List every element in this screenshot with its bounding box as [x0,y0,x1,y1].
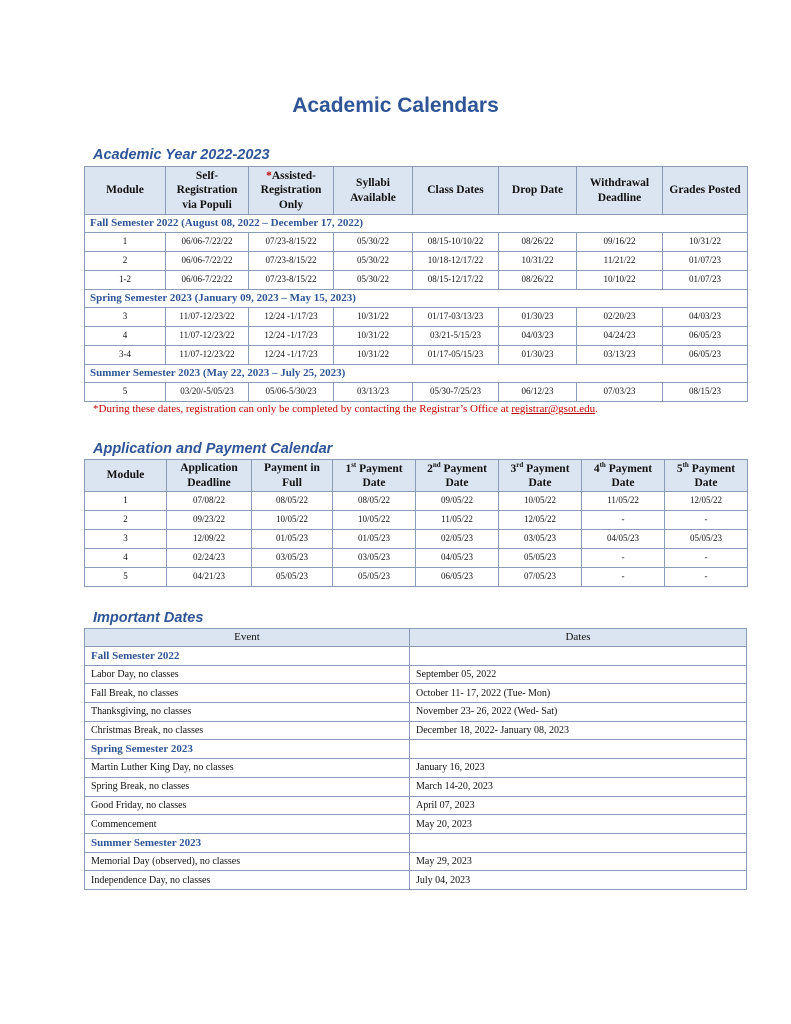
table-cell: 05/05/23 [333,568,416,587]
table-cell: 09/23/22 [167,511,252,530]
table-cell: 08/15-10/10/22 [413,233,499,252]
event-date: December 18, 2022- January 08, 2023 [410,721,747,740]
pay-col-full: Payment in Full [252,460,333,492]
table-cell: 05/05/23 [252,568,333,587]
table-cell: 3 [85,308,166,327]
table-cell: 04/21/23 [167,568,252,587]
table-cell: 08/15-12/17/22 [413,271,499,290]
table-cell: - [582,549,665,568]
col-header-event: Event [85,629,410,647]
semester-row [85,647,747,666]
table-cell: 06/05/23 [416,568,499,587]
registration-note: *During these dates, registration can only be completed by contacting the Registrar’s Office at registrar@gsot.edu. [93,403,598,415]
list-item [85,759,747,778]
table-cell: 3-4 [85,346,166,365]
table-cell: 02/05/23 [416,530,499,549]
table-cell: 08/05/22 [252,492,333,511]
table-cell: 10/10/22 [577,271,663,290]
table-cell: 01/30/23 [499,346,577,365]
table-cell: 10/31/22 [499,252,577,271]
table-cell: 10/18-12/17/22 [413,252,499,271]
table-cell: 11/07-12/23/22 [166,327,249,346]
event-date: October 11- 17, 2022 (Tue- Mon) [410,684,747,703]
col-header-grades: Grades Posted [663,167,748,215]
table-cell: 08/26/22 [499,271,577,290]
table-cell: 1 [85,233,166,252]
semester-row [85,833,747,852]
event-date: March 14-20, 2023 [410,777,747,796]
table-cell: 03/21-5/15/23 [413,327,499,346]
col-header-dates: Dates [410,629,747,647]
table-cell: 05/30/22 [334,271,413,290]
event-date: July 04, 2023 [410,871,747,890]
table-cell: 07/08/22 [167,492,252,511]
table-cell: 05/30/22 [334,252,413,271]
table-row [85,327,748,346]
table-cell: 03/20/-5/05/23 [166,383,249,402]
table-cell: 11/05/22 [416,511,499,530]
academic-year-table [84,166,748,402]
table-cell: 04/03/23 [663,308,748,327]
table-row [85,233,748,252]
table-cell: 2 [85,511,167,530]
table-cell: 12/09/22 [167,530,252,549]
table-cell: 05/06-5/30/23 [249,383,334,402]
semester-label: Fall Semester 2022 [85,647,410,666]
table-cell: - [665,568,748,587]
semester-row [85,365,748,383]
academic-year-heading: Academic Year 2022-2023 [93,147,270,163]
pay-col-5th: 5th Payment Date [665,460,748,492]
table-cell: 01/07/23 [663,252,748,271]
table-cell: 07/05/23 [499,568,582,587]
table-cell: 01/07/23 [663,271,748,290]
pay-col-application: Application Deadline [167,460,252,492]
event-date: September 05, 2022 [410,665,747,684]
table-cell: 10/31/22 [334,346,413,365]
list-item [85,852,747,871]
table-cell: 04/05/23 [582,530,665,549]
table-cell: 04/03/23 [499,327,577,346]
col-header-class-dates: Class Dates [413,167,499,215]
list-item [85,721,747,740]
event-name: Good Friday, no classes [85,796,410,815]
table-cell: 10/05/22 [252,511,333,530]
payment-calendar-heading: Application and Payment Calendar [93,441,333,457]
table-cell: 06/06-7/22/22 [166,271,249,290]
table-cell: 03/05/23 [333,549,416,568]
table-cell: - [665,511,748,530]
pay-col-4th: 4th Payment Date [582,460,665,492]
semester-label: Spring Semester 2023 (January 09, 2023 – May 15, 2023) [85,290,748,308]
event-date: November 23- 26, 2022 (Wed- Sat) [410,703,747,722]
event-date: January 16, 2023 [410,759,747,778]
semester-row [85,290,748,308]
table-row [85,252,748,271]
col-header-withdrawal: Withdrawal Deadline [577,167,663,215]
table-cell: 02/24/23 [167,549,252,568]
table-cell: 12/05/22 [499,511,582,530]
table-row [85,271,748,290]
table-cell: 01/05/23 [333,530,416,549]
table-cell: 09/16/22 [577,233,663,252]
pay-col-2nd: 2nd Payment Date [416,460,499,492]
table-cell: 06/12/23 [499,383,577,402]
empty-cell [410,647,747,666]
table-cell: 05/30/22 [334,233,413,252]
table-cell: 08/15/23 [663,383,748,402]
table-cell: - [582,511,665,530]
event-date: May 20, 2023 [410,815,747,834]
table-row [85,383,748,402]
table-cell: 4 [85,327,166,346]
table-cell: 12/24 -1/17/23 [249,308,334,327]
table-cell: 10/31/22 [663,233,748,252]
event-name: Independence Day, no classes [85,871,410,890]
table-row [85,492,748,511]
table-cell: 01/05/23 [252,530,333,549]
event-name: Martin Luther King Day, no classes [85,759,410,778]
table-cell: 1 [85,492,167,511]
table-row [85,308,748,327]
table-cell: 11/05/22 [582,492,665,511]
table-cell: 07/23-8/15/22 [249,233,334,252]
registrar-email-link[interactable]: registrar@gsot.edu [511,403,596,415]
table-cell: 2 [85,252,166,271]
table-row [85,530,748,549]
important-dates-table [84,628,747,890]
table-cell: 06/05/23 [663,327,748,346]
event-name: Thanksgiving, no classes [85,703,410,722]
pay-col-1st: 1st Payment Date [333,460,416,492]
table-cell: 11/07-12/23/22 [166,346,249,365]
table-cell: 01/30/23 [499,308,577,327]
table-cell: 12/05/22 [665,492,748,511]
semester-label: Summer Semester 2023 [85,833,410,852]
pay-col-3rd: 3rd Payment Date [499,460,582,492]
event-date: May 29, 2023 [410,852,747,871]
event-name: Memorial Day (observed), no classes [85,852,410,871]
table-cell: 08/26/22 [499,233,577,252]
table-cell: 06/05/23 [663,346,748,365]
table-cell: 03/05/23 [252,549,333,568]
table-cell: 10/31/22 [334,327,413,346]
list-item [85,871,747,890]
list-item [85,815,747,834]
table-cell: 09/05/22 [416,492,499,511]
table-cell: 07/23-8/15/22 [249,271,334,290]
table-cell: 10/05/22 [333,511,416,530]
table-cell: 4 [85,549,167,568]
table-cell: 12/24 -1/17/23 [249,327,334,346]
table-cell: 10/05/22 [499,492,582,511]
table-cell: 01/17-03/13/23 [413,308,499,327]
col-header-module: Module [85,167,166,215]
table-cell: 06/06-7/22/22 [166,233,249,252]
table-cell: 3 [85,530,167,549]
table-cell: 08/05/22 [333,492,416,511]
table-cell: 03/05/23 [499,530,582,549]
list-item [85,703,747,722]
table-cell: 10/31/22 [334,308,413,327]
table-cell: 02/20/23 [577,308,663,327]
table-cell: 03/13/23 [577,346,663,365]
pay-col-module: Module [85,460,167,492]
event-name: Christmas Break, no classes [85,721,410,740]
page-title: Academic Calendars [292,94,499,117]
empty-cell [410,740,747,759]
important-dates-heading: Important Dates [93,610,204,626]
table-cell: 12/24 -1/17/23 [249,346,334,365]
semester-row [85,215,748,233]
table-cell: 11/07-12/23/22 [166,308,249,327]
event-name: Labor Day, no classes [85,665,410,684]
table-cell: 06/06-7/22/22 [166,252,249,271]
table-cell: 11/21/22 [577,252,663,271]
event-name: Commencement [85,815,410,834]
table-cell: 5 [85,383,166,402]
event-date: April 07, 2023 [410,796,747,815]
table-cell: 05/05/23 [665,530,748,549]
table-cell: - [665,549,748,568]
table-cell: 05/05/23 [499,549,582,568]
semester-row [85,740,747,759]
semester-label: Spring Semester 2023 [85,740,410,759]
list-item [85,777,747,796]
event-name: Fall Break, no classes [85,684,410,703]
semester-label: Summer Semester 2023 (May 22, 2023 – July 25, 2023) [85,365,748,383]
table-row [85,549,748,568]
col-header-self-registration: Self- Registration via Populi [166,167,249,215]
list-item [85,665,747,684]
table-row [85,568,748,587]
payment-calendar-table [84,459,748,587]
semester-label: Fall Semester 2022 (August 08, 2022 – December 17, 2022) [85,215,748,233]
table-cell: 04/24/23 [577,327,663,346]
table-cell: 5 [85,568,167,587]
table-cell: 1-2 [85,271,166,290]
table-cell: 07/03/23 [577,383,663,402]
table-cell: 07/23-8/15/22 [249,252,334,271]
list-item [85,684,747,703]
empty-cell [410,833,747,852]
table-cell: 04/05/23 [416,549,499,568]
table-cell: 01/17-05/15/23 [413,346,499,365]
table-cell: 03/13/23 [334,383,413,402]
table-cell: - [582,568,665,587]
table-cell: 05/30-7/25/23 [413,383,499,402]
table-row [85,346,748,365]
col-header-assisted-registration: *Assisted- Registration Only [249,167,334,215]
event-name: Spring Break, no classes [85,777,410,796]
table-row [85,511,748,530]
list-item [85,796,747,815]
col-header-syllabi: Syllabi Available [334,167,413,215]
col-header-drop-date: Drop Date [499,167,577,215]
